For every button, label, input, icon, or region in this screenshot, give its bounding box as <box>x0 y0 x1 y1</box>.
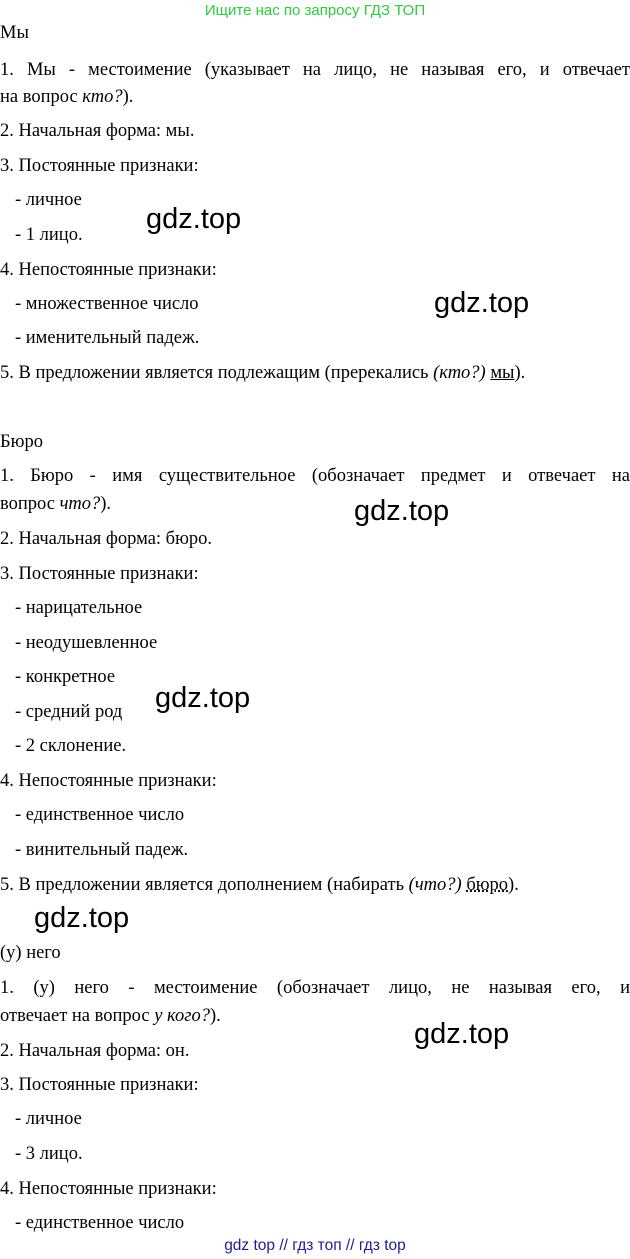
watermark: gdz.top <box>146 203 242 235</box>
s3-item-3a: - личное <box>15 1109 82 1129</box>
watermark: gdz.top <box>414 1018 510 1050</box>
s2-item-2: 2. Начальная форма: бюро. <box>0 529 213 549</box>
s2-item-4: 4. Непостоянные признаки: <box>0 771 217 791</box>
s2-item-3: 3. Постоянные признаки: <box>0 564 199 584</box>
s1-item-3b: - 1 лицо. <box>15 225 83 245</box>
s1-item-2: 2. Начальная форма: мы. <box>0 121 195 141</box>
s2-item-5: 5. В предложении является дополнением (набирать (что?) бюро). <box>0 875 519 895</box>
s3-item-1-line-1: 1. (у) него - местоимение (обозначает лицо, не называя его, и <box>0 978 630 998</box>
s1-item-1-line-1: 1. Мы - местоимение (указывает на лицо, не называя его, и отвечает <box>0 60 630 80</box>
watermark: gdz.top <box>34 902 130 934</box>
s2-item-3d: - средний род <box>15 702 123 722</box>
s1-item-4b: - именительный падеж. <box>15 328 200 348</box>
watermark: gdz.top <box>434 287 530 319</box>
s2-item-3b: - неодушевленное <box>15 633 158 653</box>
watermark: gdz.top <box>354 495 450 527</box>
s3-item-4: 4. Непостоянные признаки: <box>0 1179 217 1199</box>
section-title-my: Мы <box>0 23 29 43</box>
s1-item-3a: - личное <box>15 190 82 210</box>
s2-item-4a: - единственное число <box>15 805 185 825</box>
s3-item-1-line-2: отвечает на вопрос у кого?). <box>0 1006 221 1026</box>
s2-item-1-line-1: 1. Бюро - имя существительное (обозначает предмет и отвечает на <box>0 466 630 486</box>
s1-item-1-line-2: на вопрос кто?). <box>0 87 134 107</box>
s2-item-3e: - 2 склонение. <box>15 736 127 756</box>
section-title-byuro: Бюро <box>0 432 43 452</box>
s3-item-3: 3. Постоянные признаки: <box>0 1075 199 1095</box>
s1-item-3: 3. Постоянные признаки: <box>0 156 199 176</box>
watermark: gdz.top <box>155 682 251 714</box>
s3-item-4a: - единственное число <box>15 1213 185 1233</box>
s3-item-2: 2. Начальная форма: он. <box>0 1041 190 1061</box>
s2-item-4b: - винительный падеж. <box>15 840 189 860</box>
s2-item-3a: - нарицательное <box>15 598 143 618</box>
s3-item-3b: - 3 лицо. <box>15 1144 83 1164</box>
s1-item-5: 5. В предложении является подлежащим (пререкались (кто?) мы). <box>0 363 526 383</box>
s1-item-4a: - множественное число <box>15 294 199 314</box>
section-title-u-nego: (у) него <box>0 943 61 963</box>
s2-item-3c: - конкретное <box>15 667 116 687</box>
s2-item-1-line-2: вопрос что?). <box>0 494 112 514</box>
s1-item-4: 4. Непостоянные признаки: <box>0 260 217 280</box>
footer-links[interactable]: gdz top // гдз топ // гдз top <box>224 1237 406 1254</box>
search-banner[interactable]: Ищите нас по запросу ГДЗ ТОП <box>204 2 426 19</box>
